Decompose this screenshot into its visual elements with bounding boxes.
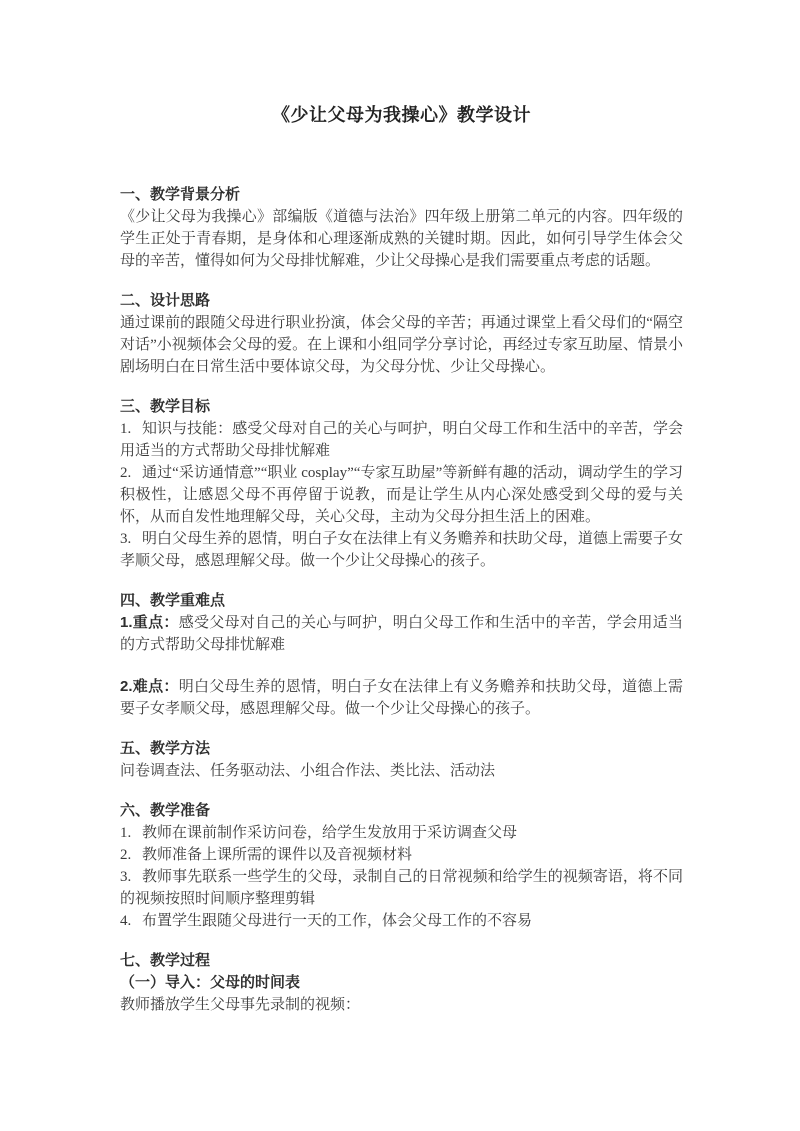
list-item xyxy=(120,844,683,866)
section-heading: 四、教学重难点 xyxy=(120,592,226,609)
list-text: 教师事先联系一些学生的父母，录制自己的日常视频和给学生的视频寄语，将不同的视频按照时间顺序整理剪辑 xyxy=(120,869,683,907)
section-heading: 六、教学准备 xyxy=(120,802,211,819)
section-key-difficult-points xyxy=(120,590,683,720)
list-text: 教师准备上课所需的课件以及音视频材料 xyxy=(142,847,413,863)
section-teaching-background xyxy=(120,184,683,272)
list-number: 1. xyxy=(120,825,132,841)
difficult-point xyxy=(120,676,683,720)
list-number: 2. xyxy=(120,847,132,863)
section-heading: 一、教学背景分析 xyxy=(120,186,241,203)
section-teaching-methods xyxy=(120,738,683,782)
page-title: 《少让父母为我操心》教学设计 xyxy=(272,105,531,125)
list-text: 明白父母生养的恩情，明白子女在法律上有义务赡养和扶助父母，道德上需要子女孝顺父母，感恩理解父母。做一个少让父母操心的孩子。 xyxy=(120,531,683,569)
key-point-text: 感受父母对自己的关心与呵护，明白父母工作和生活中的辛苦，学会用适当的方式帮助父母排忧解难 xyxy=(120,615,683,653)
key-point xyxy=(120,612,683,656)
section-heading: 二、设计思路 xyxy=(120,292,211,309)
section-design-idea xyxy=(120,290,683,378)
list-text: 教师在课前制作采访问卷，给学生发放用于采访调查父母 xyxy=(142,825,518,841)
paragraph: 问卷调查法、任务驱动法、小组合作法、类比法、活动法 xyxy=(120,763,496,779)
list-text: 通过“采访通情意”“职业 cosplay”“专家互助屋”等新鲜有趣的活动，调动学生的学习积极性，让感恩父母不再停留于说教，而是让学生从内心深处感受到父母的爱与关怀，从而自发性地理解父母，关心父母，主动为父母分担生活上的困难。 xyxy=(120,465,683,525)
section-teaching-process xyxy=(120,950,683,1016)
list-number: 1. xyxy=(120,421,132,437)
list-item xyxy=(120,822,683,844)
list-item xyxy=(120,910,683,932)
paragraph: 教师播放学生父母事先录制的视频： xyxy=(120,997,361,1013)
list-number: 3. xyxy=(120,531,132,547)
section-heading: 七、教学过程 xyxy=(120,952,211,969)
list-text: 知识与技能：感受父母对自己的关心与呵护，明白父母工作和生活中的辛苦，学会用适当的方式帮助父母排忧解难 xyxy=(120,421,683,459)
list-number: 3. xyxy=(120,869,132,885)
list-item xyxy=(120,418,683,462)
difficult-point-label: 2.难点： xyxy=(120,678,179,695)
list-number: 2. xyxy=(120,465,132,481)
list-number: 4. xyxy=(120,913,132,929)
sub-heading-lead-in: （一）导入：父母的时间表 xyxy=(120,974,301,991)
list-text: 布置学生跟随父母进行一天的工作，体会父母工作的不容易 xyxy=(142,913,533,929)
section-teaching-preparation xyxy=(120,800,683,932)
section-heading: 五、教学方法 xyxy=(120,740,211,757)
section-heading: 三、教学目标 xyxy=(120,398,211,415)
paragraph: 通过课前的跟随父母进行职业扮演，体会父母的辛苦；再通过课堂上看父母们的“隔空对话”小视频体会父母的爱。在上课和小组同学分享讨论，再经过专家互助屋、情景小剧场明白在日常生活中要体谅父母，为父母分忧、少让父母操心。 xyxy=(120,315,683,375)
difficult-point-text: 明白父母生养的恩情，明白子女在法律上有义务赡养和扶助父母，道德上需要子女孝顺父母，感恩理解父母。做一个少让父母操心的孩子。 xyxy=(120,679,683,717)
list-item xyxy=(120,866,683,910)
section-teaching-goals xyxy=(120,396,683,572)
paragraph: 《少让父母为我操心》部编版《道德与法治》四年级上册第二单元的内容。四年级的学生正处于青春期，是身体和心理逐渐成熟的关键时期。因此，如何引导学生体会父母的辛苦，懂得如何为父母排忧解难，少让父母操心是我们需要重点考虑的话题。 xyxy=(120,209,683,269)
list-item xyxy=(120,462,683,528)
key-point-label: 1.重点： xyxy=(120,614,179,631)
list-item xyxy=(120,528,683,572)
